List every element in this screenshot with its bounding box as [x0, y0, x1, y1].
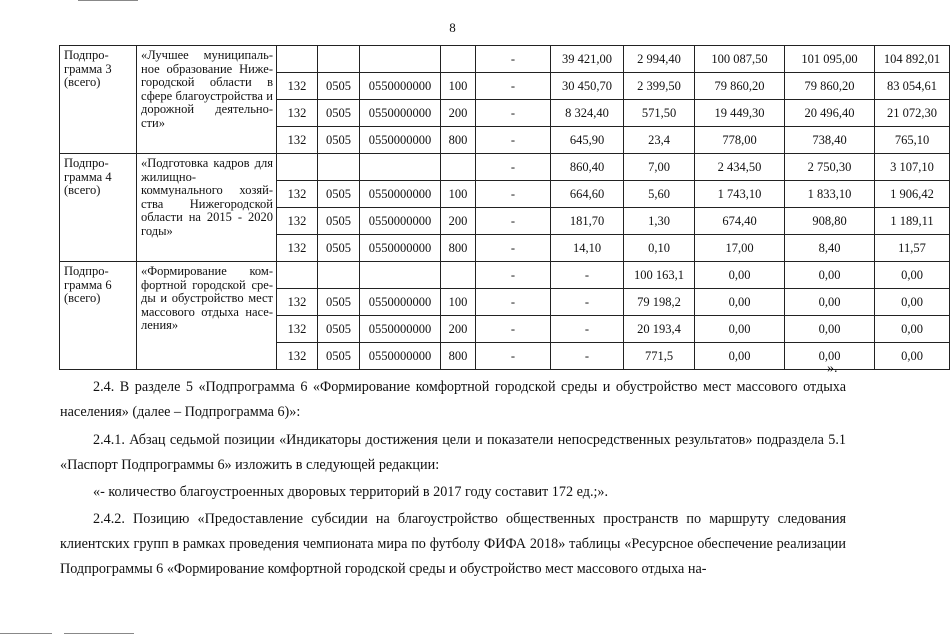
table-cell: 101 095,00	[785, 46, 875, 73]
table-cell: -	[476, 316, 551, 343]
table-cell: 21 072,30	[875, 100, 950, 127]
table-cell: 79 860,20	[785, 73, 875, 100]
table-cell	[318, 262, 360, 289]
table-cell: 571,50	[624, 100, 695, 127]
table-cell: 0,10	[624, 235, 695, 262]
table-cell: 0,00	[785, 262, 875, 289]
top-edge-line	[78, 0, 138, 1]
table-cell: 2 994,40	[624, 46, 695, 73]
bottom-edge-line-2	[64, 633, 134, 634]
table-cell: -	[551, 343, 624, 370]
budget-table	[59, 45, 950, 370]
table-cell: 19 449,30	[695, 100, 785, 127]
table-cell: 0,00	[695, 262, 785, 289]
table-cell: 3 107,10	[875, 154, 950, 181]
table-cell: 132	[277, 235, 318, 262]
table-cell: 645,90	[551, 127, 624, 154]
table-cell: 800	[441, 235, 476, 262]
table-row	[60, 154, 950, 181]
table-cell: 0,00	[875, 262, 950, 289]
table-cell: 800	[441, 127, 476, 154]
table-cell	[441, 262, 476, 289]
table-cell: 1 833,10	[785, 181, 875, 208]
table-cell: 2 750,30	[785, 154, 875, 181]
table-cell: 100	[441, 181, 476, 208]
table-cell: 0505	[318, 73, 360, 100]
table-cell: 79 198,2	[624, 289, 695, 316]
table-cell: 0505	[318, 289, 360, 316]
table-cell: 0550000000	[360, 127, 441, 154]
table-cell: 132	[277, 127, 318, 154]
table-cell: 200	[441, 100, 476, 127]
table-cell: 20 496,40	[785, 100, 875, 127]
subprogram-name-cell: «Подготовка кадров для жилищно-коммунального хозяй-ства Нижегородской области на 2015 - 2020 годы»	[137, 154, 277, 262]
budget-table-body	[60, 46, 950, 370]
table-cell: 0,00	[785, 316, 875, 343]
table-cell: 0550000000	[360, 289, 441, 316]
table-cell: 132	[277, 100, 318, 127]
table-cell: 2 399,50	[624, 73, 695, 100]
table-cell: 2 434,50	[695, 154, 785, 181]
table-cell: 0,00	[875, 289, 950, 316]
table-cell: 200	[441, 208, 476, 235]
table-cell: 1 906,42	[875, 181, 950, 208]
table-cell: -	[476, 208, 551, 235]
table-cell: 100 163,1	[624, 262, 695, 289]
closing-quote-mark: ».	[827, 361, 838, 376]
table-cell: 0505	[318, 181, 360, 208]
table-cell: 104 892,01	[875, 46, 950, 73]
table-cell: 132	[277, 73, 318, 100]
subprogram-cell: Подпро-грамма 3 (всего)	[60, 46, 137, 154]
table-cell: -	[476, 289, 551, 316]
table-cell: 0505	[318, 100, 360, 127]
table-cell: 0,00	[875, 343, 950, 370]
table-cell: 1,30	[624, 208, 695, 235]
table-cell: -	[476, 46, 551, 73]
table-cell: -	[551, 262, 624, 289]
table-cell: -	[476, 235, 551, 262]
paragraph-quote: «- количество благоустроенных дворовых территорий в 2017 году составит 172 ед.;».	[93, 484, 609, 500]
table-cell	[360, 154, 441, 181]
table-cell: 200	[441, 316, 476, 343]
subprogram-cell: Подпро-грамма 6 (всего)	[60, 262, 137, 370]
table-cell: 132	[277, 208, 318, 235]
subprogram-name-cell: «Формирование ком-фортной городской сре-ды и обустройство мест массового отдыха насе-ления»	[137, 262, 277, 370]
table-cell: -	[476, 100, 551, 127]
table-cell: 132	[277, 316, 318, 343]
page-number: 8	[449, 20, 456, 35]
table-cell: 0550000000	[360, 181, 441, 208]
table-cell: 0,00	[785, 343, 875, 370]
table-cell: -	[551, 316, 624, 343]
table-row	[60, 46, 950, 73]
table-cell: 100	[441, 289, 476, 316]
table-cell: 1 189,11	[875, 208, 950, 235]
table-row	[60, 262, 950, 289]
table-cell: -	[476, 73, 551, 100]
table-cell: 11,57	[875, 235, 950, 262]
table-cell: 132	[277, 343, 318, 370]
table-cell: 1 743,10	[695, 181, 785, 208]
table-cell: 0550000000	[360, 73, 441, 100]
table-cell: -	[476, 262, 551, 289]
table-cell: 100 087,50	[695, 46, 785, 73]
table-cell: 39 421,00	[551, 46, 624, 73]
table-cell: 765,10	[875, 127, 950, 154]
table-cell: 771,5	[624, 343, 695, 370]
table-cell: 0,00	[875, 316, 950, 343]
table-cell	[277, 262, 318, 289]
table-cell: 23,4	[624, 127, 695, 154]
table-cell	[277, 154, 318, 181]
table-cell: 0505	[318, 127, 360, 154]
table-cell: 132	[277, 289, 318, 316]
bottom-edge-line	[0, 633, 52, 634]
table-cell: 181,70	[551, 208, 624, 235]
table-cell: -	[551, 289, 624, 316]
table-cell	[318, 154, 360, 181]
table-cell: 800	[441, 343, 476, 370]
table-cell: 674,40	[695, 208, 785, 235]
table-cell	[441, 46, 476, 73]
table-cell: 860,40	[551, 154, 624, 181]
paragraph-2-4-1: 2.4.1. Абзац седьмой позиции «Индикаторы достижения цели и показатели непосредственных результатов» подраздела 5.1 «Паспорт Подпрограммы 6» изложить в следующей редакции:	[60, 432, 846, 473]
table-cell: 8,40	[785, 235, 875, 262]
table-cell: 100	[441, 73, 476, 100]
paragraph-2-4: 2.4. В разделе 5 «Подпрограмма 6 «Формирование комфортной городской среды и обустройство мест массового отдыха населения» (далее – Подпрограмма 6)»:	[60, 379, 846, 420]
table-cell: -	[476, 154, 551, 181]
table-cell: 0550000000	[360, 343, 441, 370]
table-cell: 0550000000	[360, 235, 441, 262]
table-cell	[441, 154, 476, 181]
subprogram-name-cell: «Лучшее муниципаль-ное образование Ниже-городской области в сфере благоустройства и дорожной деятельно-сти»	[137, 46, 277, 154]
table-cell: 79 860,20	[695, 73, 785, 100]
table-cell: -	[476, 343, 551, 370]
table-cell: 83 054,61	[875, 73, 950, 100]
table-cell: 30 450,70	[551, 73, 624, 100]
table-cell: 778,00	[695, 127, 785, 154]
table-cell: 17,00	[695, 235, 785, 262]
table-cell: 0,00	[695, 289, 785, 316]
table-cell: 8 324,40	[551, 100, 624, 127]
table-cell: 0505	[318, 343, 360, 370]
table-cell: -	[476, 181, 551, 208]
table-cell: 0550000000	[360, 100, 441, 127]
subprogram-cell: Подпро-грамма 4 (всего)	[60, 154, 137, 262]
table-cell: 14,10	[551, 235, 624, 262]
table-cell: 0,00	[695, 343, 785, 370]
table-cell: 132	[277, 181, 318, 208]
table-cell: 0,00	[785, 289, 875, 316]
paragraph-2-4-2: 2.4.2. Позицию «Предоставление субсидии на благоустройство общественных пространств по маршруту следования клиентских групп в рамках проведения чемпионата мира по футболу ФИФА 2018» таблицы «Ресурсное обеспечение реализации Подпрограммы 6 «Формирование комфортной городской среды и обустройство мест массового отдыха на-	[60, 511, 846, 577]
table-cell: 0550000000	[360, 208, 441, 235]
table-cell	[360, 262, 441, 289]
table-cell: -	[476, 127, 551, 154]
table-cell: 7,00	[624, 154, 695, 181]
table-cell: 908,80	[785, 208, 875, 235]
table-cell: 0,00	[695, 316, 785, 343]
table-cell: 664,60	[551, 181, 624, 208]
table-cell: 5,60	[624, 181, 695, 208]
table-cell: 0505	[318, 235, 360, 262]
table-cell: 0505	[318, 208, 360, 235]
table-cell	[277, 46, 318, 73]
table-cell: 0505	[318, 316, 360, 343]
table-cell	[360, 46, 441, 73]
table-cell	[318, 46, 360, 73]
table-cell: 0550000000	[360, 316, 441, 343]
table-cell: 20 193,4	[624, 316, 695, 343]
table-cell: 738,40	[785, 127, 875, 154]
